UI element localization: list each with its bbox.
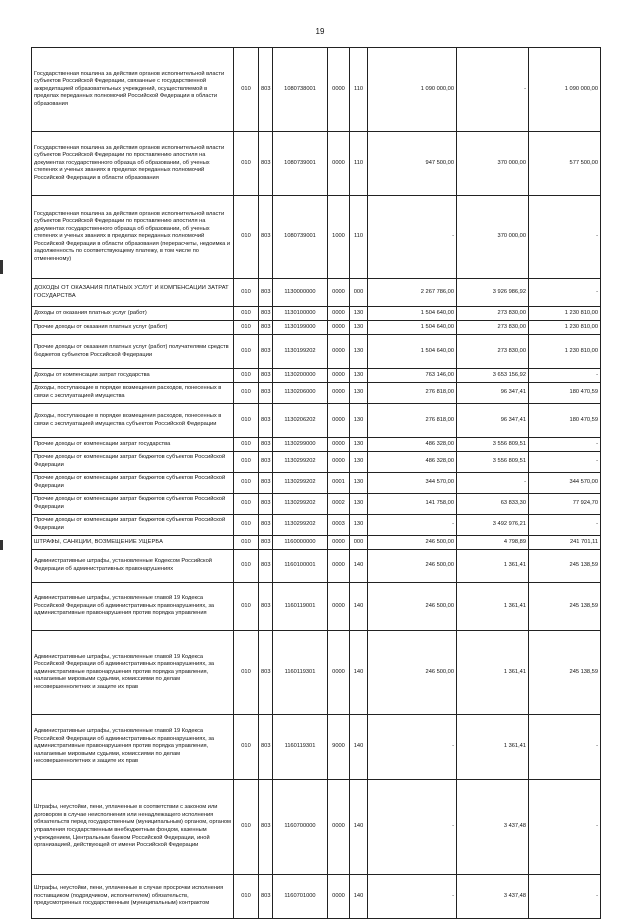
admin-code-cell: 803	[259, 715, 273, 780]
subtype-code-cell: 0000	[328, 369, 350, 383]
revenue-code-cell: 1130000000	[273, 279, 328, 307]
row-name-cell: Прочие доходы от компенсации затрат государства	[32, 438, 234, 452]
subtype-code-cell: 0000	[328, 583, 350, 631]
section-code-cell: 010	[234, 196, 259, 279]
unexecuted-amount-cell: 577 500,00	[529, 132, 601, 196]
table-row	[32, 631, 601, 715]
row-name-cell: Прочие доходы от оказания платных услуг (работ) получателями средств бюджетов субъектов Российской Федерации	[32, 335, 234, 369]
section-code-cell: 010	[234, 715, 259, 780]
unexecuted-amount-cell: -	[529, 438, 601, 452]
approved-amount-cell: 344 570,00	[368, 473, 457, 494]
approved-amount-cell: 1 504 640,00	[368, 307, 457, 321]
table-row	[32, 196, 601, 279]
revenue-code-cell: 1160119001	[273, 583, 328, 631]
approved-amount-cell: 246 500,00	[368, 536, 457, 550]
kosgu-code-cell: 130	[350, 438, 368, 452]
admin-code-cell: 803	[259, 583, 273, 631]
table-row	[32, 321, 601, 335]
kosgu-code-cell: 140	[350, 631, 368, 715]
unexecuted-amount-cell: 180 470,59	[529, 404, 601, 438]
revenue-code-cell: 1130206000	[273, 383, 328, 404]
row-name-cell: Государственная пошлина за действия органов исполнительной власти субъектов Российской Федерации по проставлению апостиля на документах государственного образца об образовании, об ученых степенях и ученых званиях в пределах переданных полномочий Российской Федерации в области образования	[32, 132, 234, 196]
kosgu-code-cell: 140	[350, 583, 368, 631]
kosgu-code-cell: 140	[350, 875, 368, 919]
admin-code-cell: 803	[259, 196, 273, 279]
kosgu-code-cell: 110	[350, 196, 368, 279]
kosgu-code-cell: 130	[350, 335, 368, 369]
revenue-code-cell: 1080739001	[273, 196, 328, 279]
section-code-cell: 010	[234, 473, 259, 494]
revenue-code-cell: 1160000000	[273, 536, 328, 550]
subtype-code-cell: 0000	[328, 438, 350, 452]
approved-amount-cell: -	[368, 780, 457, 875]
executed-amount-cell: 96 347,41	[457, 404, 529, 438]
row-name-cell: Доходы, поступающие в порядке возмещения расходов, понесенных в связи с эксплуатацией имущества субъектов Российской Федерации	[32, 404, 234, 438]
kosgu-code-cell: 140	[350, 550, 368, 583]
section-code-cell: 010	[234, 536, 259, 550]
kosgu-code-cell: 130	[350, 369, 368, 383]
unexecuted-amount-cell: -	[529, 715, 601, 780]
section-code-cell: 010	[234, 583, 259, 631]
row-name-cell: Административные штрафы, установленные главой 19 Кодекса Российской Федерации об административных правонарушениях, за административные правонарушения против порядка управления	[32, 583, 234, 631]
subtype-code-cell: 0001	[328, 473, 350, 494]
subtype-code-cell: 0000	[328, 780, 350, 875]
executed-amount-cell: 370 000,00	[457, 196, 529, 279]
row-name-cell: ДОХОДЫ ОТ ОКАЗАНИЯ ПЛАТНЫХ УСЛУГ И КОМПЕНСАЦИИ ЗАТРАТ ГОСУДАРСТВА	[32, 279, 234, 307]
section-code-cell: 010	[234, 780, 259, 875]
section-code-cell: 010	[234, 383, 259, 404]
section-code-cell: 010	[234, 279, 259, 307]
table-row	[32, 369, 601, 383]
scan-edge-mark	[0, 260, 3, 274]
unexecuted-amount-cell: 241 701,11	[529, 536, 601, 550]
approved-amount-cell: 947 500,00	[368, 132, 457, 196]
admin-code-cell: 803	[259, 335, 273, 369]
admin-code-cell: 803	[259, 438, 273, 452]
executed-amount-cell: 1 361,41	[457, 550, 529, 583]
unexecuted-amount-cell: -	[529, 279, 601, 307]
unexecuted-amount-cell: 180 470,59	[529, 383, 601, 404]
executed-amount-cell: 3 492 976,21	[457, 515, 529, 536]
unexecuted-amount-cell: -	[529, 780, 601, 875]
revenue-code-cell: 1160119301	[273, 715, 328, 780]
revenue-code-cell: 1130299202	[273, 473, 328, 494]
unexecuted-amount-cell: 1 230 810,00	[529, 307, 601, 321]
admin-code-cell: 803	[259, 452, 273, 473]
subtype-code-cell: 0000	[328, 631, 350, 715]
unexecuted-amount-cell: 245 138,59	[529, 583, 601, 631]
admin-code-cell: 803	[259, 307, 273, 321]
executed-amount-cell: 4 798,89	[457, 536, 529, 550]
approved-amount-cell: -	[368, 515, 457, 536]
table-row	[32, 132, 601, 196]
table-row	[32, 307, 601, 321]
section-code-cell: 010	[234, 132, 259, 196]
row-name-cell: Доходы от оказания платных услуг (работ)	[32, 307, 234, 321]
revenue-code-cell: 1130299202	[273, 452, 328, 473]
admin-code-cell: 803	[259, 515, 273, 536]
executed-amount-cell: 1 361,41	[457, 631, 529, 715]
kosgu-code-cell: 130	[350, 452, 368, 473]
subtype-code-cell: 0000	[328, 132, 350, 196]
executed-amount-cell: -	[457, 48, 529, 132]
revenue-code-cell: 1160701000	[273, 875, 328, 919]
subtype-code-cell: 0000	[328, 307, 350, 321]
approved-amount-cell: 2 267 786,00	[368, 279, 457, 307]
section-code-cell: 010	[234, 494, 259, 515]
approved-amount-cell: -	[368, 715, 457, 780]
approved-amount-cell: 246 500,00	[368, 583, 457, 631]
table-row	[32, 780, 601, 875]
admin-code-cell: 803	[259, 875, 273, 919]
kosgu-code-cell: 130	[350, 494, 368, 515]
unexecuted-amount-cell: 344 570,00	[529, 473, 601, 494]
section-code-cell: 010	[234, 631, 259, 715]
executed-amount-cell: 63 833,30	[457, 494, 529, 515]
unexecuted-amount-cell: 245 138,59	[529, 550, 601, 583]
subtype-code-cell: 0002	[328, 494, 350, 515]
section-code-cell: 010	[234, 438, 259, 452]
approved-amount-cell: -	[368, 196, 457, 279]
row-name-cell: Государственная пошлина за действия органов исполнительной власти субъектов Российской Федерации, связанные с государственной аккредитацией образовательных учреждений, осуществляемой в пределах переданных полномочий Российской Федерации в области образования	[32, 48, 234, 132]
admin-code-cell: 803	[259, 536, 273, 550]
revenue-code-cell: 1130299202	[273, 494, 328, 515]
section-code-cell: 010	[234, 48, 259, 132]
subtype-code-cell: 0000	[328, 48, 350, 132]
executed-amount-cell: 1 361,41	[457, 583, 529, 631]
executed-amount-cell: 3 926 986,92	[457, 279, 529, 307]
revenue-code-cell: 1080739001	[273, 132, 328, 196]
table-row	[32, 473, 601, 494]
kosgu-code-cell: 130	[350, 515, 368, 536]
revenue-code-cell: 1130200000	[273, 369, 328, 383]
row-name-cell: Административные штрафы, установленные Кодексом Российской Федерации об административных правонарушениях	[32, 550, 234, 583]
subtype-code-cell: 0000	[328, 536, 350, 550]
approved-amount-cell: 1 504 640,00	[368, 335, 457, 369]
table-row	[32, 550, 601, 583]
row-name-cell: Доходы, поступающие в порядке возмещения расходов, понесенных в связи с эксплуатацией имущества	[32, 383, 234, 404]
kosgu-code-cell: 130	[350, 473, 368, 494]
scan-edge-mark	[0, 540, 3, 550]
approved-amount-cell: 486 328,00	[368, 438, 457, 452]
kosgu-code-cell: 130	[350, 383, 368, 404]
kosgu-code-cell: 000	[350, 536, 368, 550]
revenue-code-cell: 1130100000	[273, 307, 328, 321]
approved-amount-cell: 486 328,00	[368, 452, 457, 473]
admin-code-cell: 803	[259, 321, 273, 335]
section-code-cell: 010	[234, 515, 259, 536]
table-row	[32, 875, 601, 919]
subtype-code-cell: 0000	[328, 550, 350, 583]
admin-code-cell: 803	[259, 780, 273, 875]
revenue-code-cell: 1160119301	[273, 631, 328, 715]
revenue-code-cell: 1130199202	[273, 335, 328, 369]
admin-code-cell: 803	[259, 473, 273, 494]
admin-code-cell: 803	[259, 631, 273, 715]
row-name-cell: Государственная пошлина за действия органов исполнительной власти субъектов Российской Федерации по проставлению апостиля на документах государственного образца об образовании, об ученых степенях и ученых званиях в пределах переданных полномочий Российской Федерации в области образования (перерасчеты, недоимка и задолженность по соответствующему платежу, в том числе по отмененному)	[32, 196, 234, 279]
executed-amount-cell: 273 830,00	[457, 335, 529, 369]
subtype-code-cell: 0000	[328, 452, 350, 473]
subtype-code-cell: 0000	[328, 335, 350, 369]
unexecuted-amount-cell: -	[529, 875, 601, 919]
executed-amount-cell: 1 361,41	[457, 715, 529, 780]
section-code-cell: 010	[234, 452, 259, 473]
executed-amount-cell: 3 437,48	[457, 780, 529, 875]
subtype-code-cell: 0000	[328, 321, 350, 335]
revenue-code-cell: 1130206202	[273, 404, 328, 438]
approved-amount-cell: 141 758,00	[368, 494, 457, 515]
admin-code-cell: 803	[259, 550, 273, 583]
kosgu-code-cell: 130	[350, 404, 368, 438]
approved-amount-cell: 1 090 000,00	[368, 48, 457, 132]
admin-code-cell: 803	[259, 369, 273, 383]
table-row	[32, 48, 601, 132]
unexecuted-amount-cell: 1 230 810,00	[529, 321, 601, 335]
approved-amount-cell: 246 500,00	[368, 550, 457, 583]
revenue-code-cell: 1160700000	[273, 780, 328, 875]
table-row	[32, 279, 601, 307]
table-row	[32, 383, 601, 404]
executed-amount-cell: 96 347,41	[457, 383, 529, 404]
subtype-code-cell: 0000	[328, 875, 350, 919]
executed-amount-cell: 273 830,00	[457, 307, 529, 321]
row-name-cell: Доходы от компенсации затрат государства	[32, 369, 234, 383]
admin-code-cell: 803	[259, 279, 273, 307]
executed-amount-cell: 3 556 809,51	[457, 452, 529, 473]
revenue-code-cell: 1130299202	[273, 515, 328, 536]
executed-amount-cell: 370 000,00	[457, 132, 529, 196]
kosgu-code-cell: 110	[350, 132, 368, 196]
approved-amount-cell: 763 146,00	[368, 369, 457, 383]
table-row	[32, 438, 601, 452]
unexecuted-amount-cell: -	[529, 515, 601, 536]
row-name-cell: Административные штрафы, установленные главой 19 Кодекса Российской Федерации об административных правонарушениях, за административные правонарушения против порядка управления, налагаемые мировыми судьями, комиссиями по делам несовершеннолетних и защите их прав	[32, 715, 234, 780]
kosgu-code-cell: 140	[350, 780, 368, 875]
revenue-code-cell: 1130199000	[273, 321, 328, 335]
revenue-code-cell: 1160100001	[273, 550, 328, 583]
table-row	[32, 583, 601, 631]
subtype-code-cell: 0003	[328, 515, 350, 536]
executed-amount-cell: 273 830,00	[457, 321, 529, 335]
row-name-cell: Штрафы, неустойки, пени, уплаченные в соответствии с законом или договором в случае неисполнения или ненадлежащего исполнения обязательств перед государственным (муниципальным) органом, органом управления государственным внебюджетным фондом, казенным учреждением, Центральным банком Российской Федерации, иной организацией, действующей от имени Российской Федерации	[32, 780, 234, 875]
row-name-cell: ШТРАФЫ, САНКЦИИ, ВОЗМЕЩЕНИЕ УЩЕРБА	[32, 536, 234, 550]
unexecuted-amount-cell: 1 230 810,00	[529, 335, 601, 369]
table-row	[32, 536, 601, 550]
executed-amount-cell: 3 556 809,51	[457, 438, 529, 452]
section-code-cell: 010	[234, 550, 259, 583]
table-row	[32, 404, 601, 438]
unexecuted-amount-cell: -	[529, 452, 601, 473]
subtype-code-cell: 0000	[328, 279, 350, 307]
subtype-code-cell: 0000	[328, 404, 350, 438]
row-name-cell: Прочие доходы от оказания платных услуг (работ)	[32, 321, 234, 335]
subtype-code-cell: 1000	[328, 196, 350, 279]
table-row	[32, 335, 601, 369]
table-row	[32, 494, 601, 515]
section-code-cell: 010	[234, 369, 259, 383]
unexecuted-amount-cell: 1 090 000,00	[529, 48, 601, 132]
page-number: 19	[315, 27, 325, 36]
kosgu-code-cell: 130	[350, 307, 368, 321]
row-name-cell: Прочие доходы от компенсации затрат бюджетов субъектов Российской Федерации	[32, 494, 234, 515]
approved-amount-cell: -	[368, 875, 457, 919]
table-row	[32, 715, 601, 780]
approved-amount-cell: 246 500,00	[368, 631, 457, 715]
admin-code-cell: 803	[259, 404, 273, 438]
kosgu-code-cell: 140	[350, 715, 368, 780]
admin-code-cell: 803	[259, 494, 273, 515]
approved-amount-cell: 1 504 640,00	[368, 321, 457, 335]
section-code-cell: 010	[234, 335, 259, 369]
executed-amount-cell: 3 437,48	[457, 875, 529, 919]
row-name-cell: Прочие доходы от компенсации затрат бюджетов субъектов Российской Федерации	[32, 452, 234, 473]
section-code-cell: 010	[234, 404, 259, 438]
subtype-code-cell: 0000	[328, 383, 350, 404]
approved-amount-cell: 276 818,00	[368, 404, 457, 438]
executed-amount-cell: -	[457, 473, 529, 494]
approved-amount-cell: 276 818,00	[368, 383, 457, 404]
subtype-code-cell: 9000	[328, 715, 350, 780]
unexecuted-amount-cell: -	[529, 369, 601, 383]
table-row	[32, 515, 601, 536]
revenue-code-cell: 1080738001	[273, 48, 328, 132]
row-name-cell: Прочие доходы от компенсации затрат бюджетов субъектов Российской Федерации	[32, 473, 234, 494]
row-name-cell: Административные штрафы, установленные главой 19 Кодекса Российской Федерации об административных правонарушениях, за административные правонарушения против порядка управления, налагаемые мировыми судьями, комиссиями по делам несовершеннолетних и защите их прав	[32, 631, 234, 715]
table-body	[32, 48, 601, 919]
admin-code-cell: 803	[259, 383, 273, 404]
unexecuted-amount-cell: 245 138,59	[529, 631, 601, 715]
section-code-cell: 010	[234, 307, 259, 321]
row-name-cell: Прочие доходы от компенсации затрат бюджетов субъектов Российской Федерации	[32, 515, 234, 536]
admin-code-cell: 803	[259, 132, 273, 196]
kosgu-code-cell: 110	[350, 48, 368, 132]
kosgu-code-cell: 130	[350, 321, 368, 335]
unexecuted-amount-cell: 77 924,70	[529, 494, 601, 515]
section-code-cell: 010	[234, 875, 259, 919]
kosgu-code-cell: 000	[350, 279, 368, 307]
unexecuted-amount-cell: -	[529, 196, 601, 279]
section-code-cell: 010	[234, 321, 259, 335]
executed-amount-cell: 3 653 156,92	[457, 369, 529, 383]
revenue-table	[31, 47, 601, 919]
row-name-cell: Штрафы, неустойки, пени, уплаченные в случае просрочки исполнения поставщиком (подрядчиком, исполнителем) обязательств, предусмотренных государственным (муниципальным) контрактом	[32, 875, 234, 919]
admin-code-cell: 803	[259, 48, 273, 132]
table-row	[32, 452, 601, 473]
revenue-code-cell: 1130299000	[273, 438, 328, 452]
